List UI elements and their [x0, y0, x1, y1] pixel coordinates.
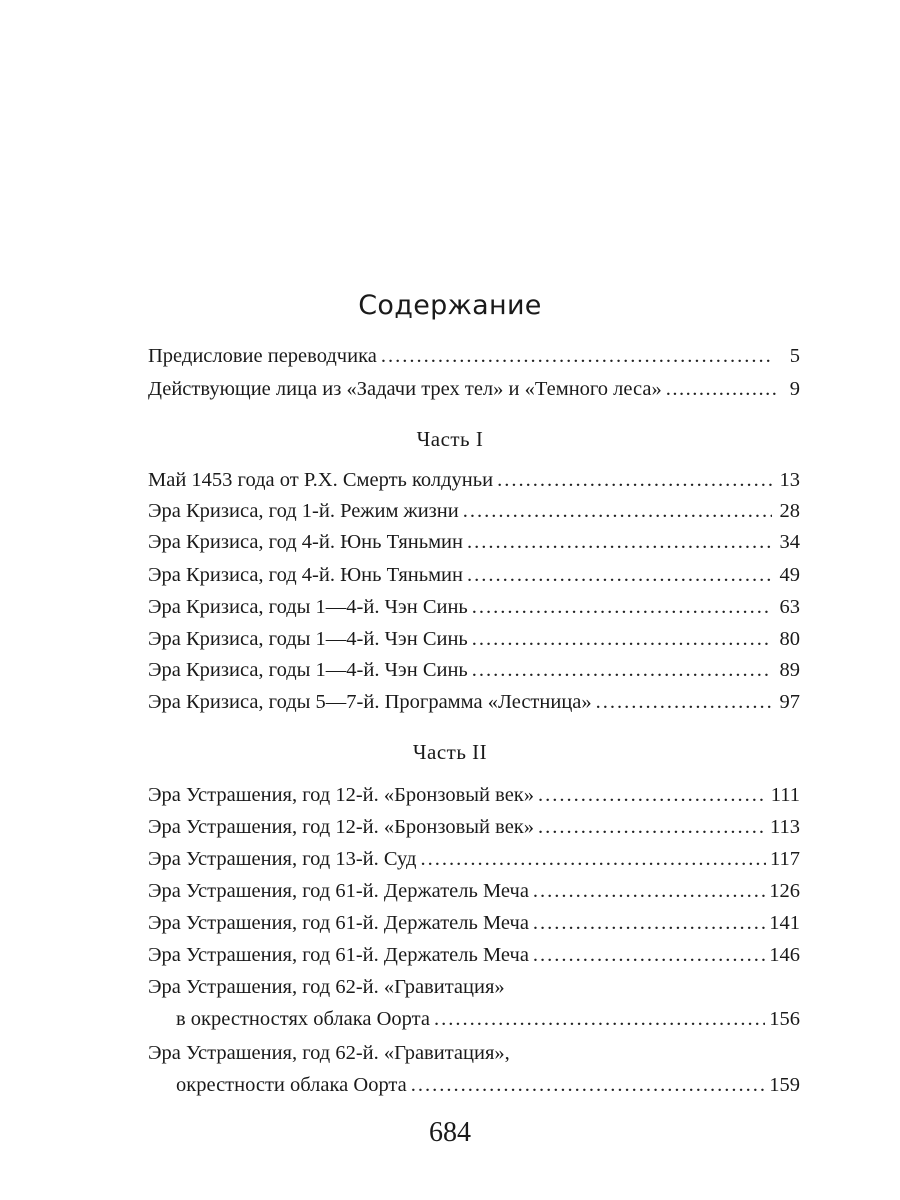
toc-entry-page: 113: [770, 816, 800, 838]
toc-entry[interactable]: [148, 655, 800, 685]
toc-entry[interactable]: [148, 496, 800, 526]
toc-entry-title: Эра Устрашения, год 61-й. Держатель Меча: [148, 912, 529, 934]
toc-entry-title: Эра Кризиса, год 4-й. Юнь Тяньмин: [148, 564, 463, 586]
toc-entry-page: 28: [779, 500, 800, 522]
toc-entry-page: 34: [779, 531, 800, 553]
leader-dots: [533, 876, 765, 906]
toc-entry[interactable]: [148, 812, 800, 842]
toc-entry[interactable]: [148, 592, 800, 622]
toc-entry-title: Эра Устрашения, год 13-й. Суд: [148, 848, 417, 870]
toc-entry-title: Эра Кризиса, год 4-й. Юнь Тяньмин: [148, 531, 463, 553]
toc-entry-title: Эра Устрашения, год 61-й. Держатель Меча: [148, 880, 529, 902]
toc-entry-title: Эра Устрашения, год 12-й. «Бронзовый век»: [148, 816, 535, 838]
toc-entry-title: Эра Кризиса, год 1-й. Режим жизни: [148, 500, 459, 522]
toc-entry-continuation: в окрестностях облака Оорта: [176, 1008, 430, 1030]
toc-entry[interactable]: [148, 940, 800, 970]
toc-entry[interactable]: [148, 876, 800, 906]
part-heading: Часть I: [416, 427, 484, 451]
toc-entry-title: Эра Кризиса, годы 5—7-й. Программа «Лестница»: [148, 691, 592, 713]
toc-entry-page: 49: [779, 564, 800, 586]
leader-dots: [533, 908, 765, 938]
toc-entry-title: Эра Устрашения, год 61-й. Держатель Меча: [148, 944, 529, 966]
toc-entry[interactable]: [176, 1004, 800, 1034]
toc-entry-page: 126: [769, 880, 800, 902]
part-heading: Часть II: [412, 740, 488, 764]
leader-dots: [596, 687, 772, 717]
toc-entry-title: Действующие лица из «Задачи трех тел» и «Темного леса»: [148, 378, 662, 400]
leader-dots: [472, 624, 772, 654]
leader-dots: [467, 560, 772, 590]
toc-entry-page: 89: [779, 659, 800, 681]
leader-dots: [472, 655, 772, 685]
toc-entry-page: 146: [769, 944, 800, 966]
toc-entry-page: 159: [769, 1074, 800, 1096]
toc-entry[interactable]: [148, 908, 800, 938]
leader-dots: [434, 1004, 765, 1034]
toc-entry-page: 117: [770, 848, 800, 870]
toc-entry-page: 111: [770, 784, 800, 806]
toc-entry[interactable]: [148, 560, 800, 590]
leader-dots: [463, 496, 772, 526]
toc-entry-continuation: окрестности облака Оорта: [176, 1074, 407, 1096]
leader-dots: [467, 527, 772, 557]
toc-entry-page: 9: [789, 378, 800, 400]
toc-entry-title: Эра Кризиса, годы 1—4-й. Чэн Синь: [148, 596, 468, 618]
toc-entry-title: Эра Кризиса, годы 1—4-й. Чэн Синь: [148, 628, 468, 650]
toc-entry[interactable]: [148, 374, 800, 404]
leader-dots: [381, 341, 772, 371]
page-number: 684: [429, 1117, 471, 1148]
toc-entry-page: 97: [779, 691, 800, 713]
toc-entry[interactable]: [148, 341, 800, 371]
toc-entry-page: 63: [779, 596, 800, 618]
toc-entry-page: 156: [769, 1008, 800, 1030]
leader-dots: [411, 1070, 766, 1100]
leader-dots: [497, 465, 772, 495]
toc-entry-title: Эра Устрашения, год 62-й. «Гравитация»,: [148, 1042, 510, 1064]
leader-dots: [533, 940, 765, 970]
toc-entry-page: 13: [779, 469, 800, 491]
leader-dots: [420, 844, 766, 874]
toc-entry[interactable]: [148, 687, 800, 717]
toc-entry[interactable]: [148, 780, 800, 810]
leader-dots: [472, 592, 772, 622]
toc-entry-first-line[interactable]: [148, 1038, 800, 1068]
toc-entry-page: 80: [779, 628, 800, 650]
toc-entry-title: Май 1453 года от Р.Х. Смерть колдуньи: [148, 469, 494, 491]
toc-entry-first-line[interactable]: [148, 972, 800, 1002]
toc-entry-title: Эра Устрашения, год 62-й. «Гравитация»: [148, 976, 505, 998]
toc-entry[interactable]: [148, 465, 800, 495]
toc-entry-title: Эра Кризиса, годы 1—4-й. Чэн Синь: [148, 659, 468, 681]
leader-dots: [538, 812, 766, 842]
toc-entry-page: 141: [769, 912, 800, 934]
toc-entry[interactable]: [148, 624, 800, 654]
page-title: Содержание: [358, 290, 542, 321]
toc-entry-page: 5: [789, 345, 800, 367]
leader-dots: [538, 780, 767, 810]
toc-entry[interactable]: [176, 1070, 800, 1100]
toc-entry-title: Эра Устрашения, год 12-й. «Бронзовый век»: [148, 784, 535, 806]
toc-entry[interactable]: [148, 527, 800, 557]
toc-entry[interactable]: [148, 844, 800, 874]
leader-dots: [666, 374, 776, 404]
toc-entry-title: Предисловие переводчика: [148, 345, 377, 367]
